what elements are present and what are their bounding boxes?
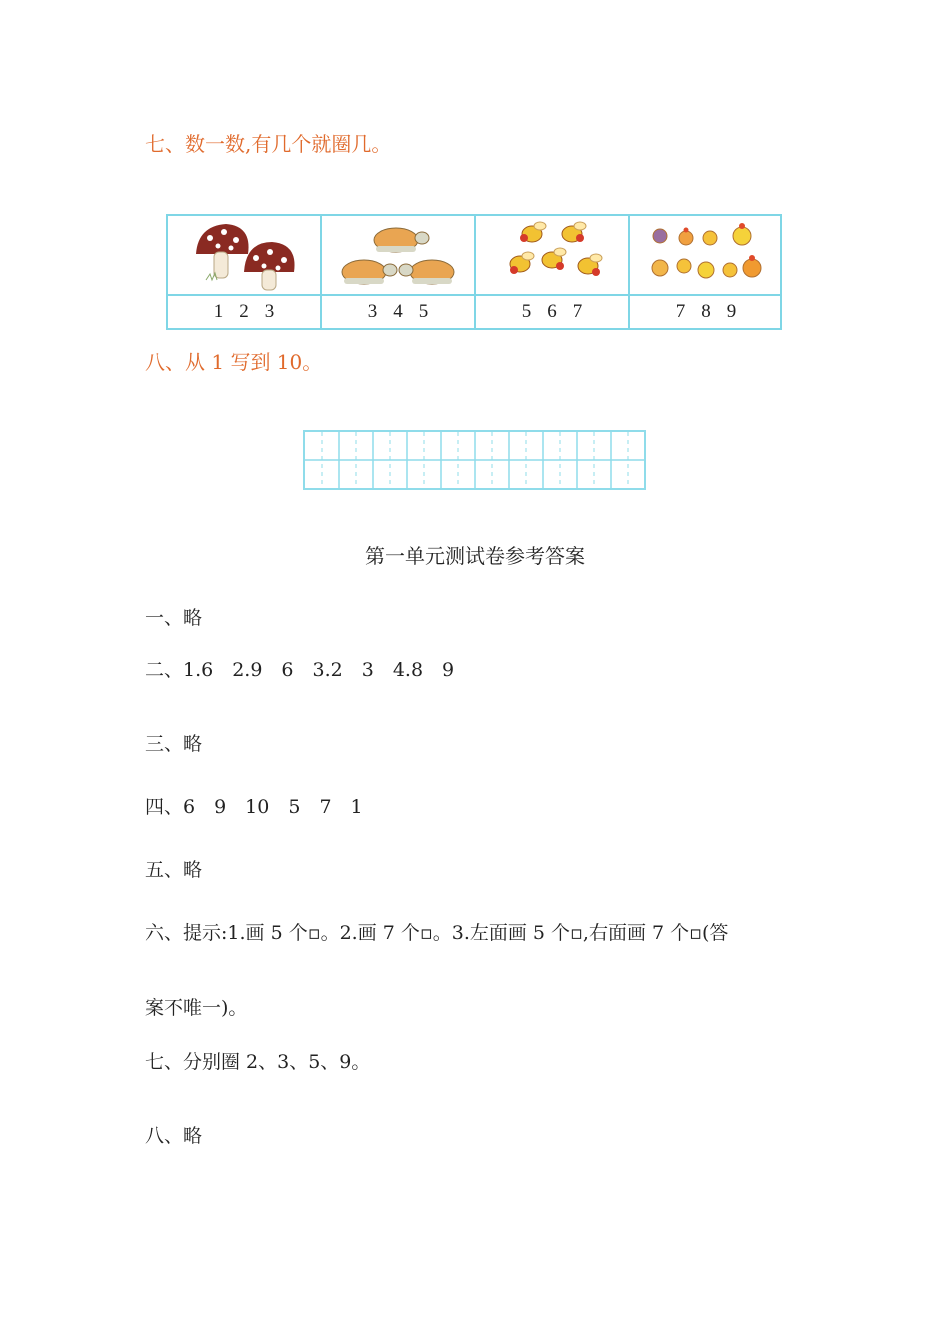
counting-table [166, 214, 782, 330]
answer-2: 二、1.6 2.9 6 3.2 3 4.8 9 [145, 659, 455, 681]
option-number[interactable]: 4 [393, 301, 403, 322]
answer-6-line1: 六、提示:1.画 5 个▫。2.画 7 个▫。3.左面画 5 个▫,右面画 7 个▫(答 [145, 922, 729, 944]
option-number[interactable]: 3 [264, 301, 275, 322]
answer-4: 四、6 9 10 5 7 1 [145, 796, 363, 818]
option-number[interactable]: 5 [521, 301, 532, 322]
option-number[interactable]: 8 [701, 301, 711, 322]
mushroom-picture [168, 216, 322, 296]
option-number[interactable]: 7 [675, 301, 686, 322]
turtle-picture [322, 216, 476, 296]
section8-title: 八、从 1 写到 10。 [145, 350, 323, 374]
section7-title: 七、数一数,有几个就圈几。 [145, 132, 392, 156]
option-number[interactable]: 7 [572, 301, 583, 322]
answer-5: 五、略 [145, 859, 203, 881]
answer-6-line2: 案不唯一)。 [145, 997, 248, 1019]
turtle-options [322, 296, 476, 328]
option-number[interactable]: 2 [239, 301, 249, 322]
answer-8: 八、略 [145, 1125, 203, 1147]
option-number[interactable]: 9 [726, 301, 737, 322]
answer-1: 一、略 [145, 607, 203, 629]
answer-3: 三、略 [145, 733, 203, 755]
writing-grid[interactable] [303, 430, 646, 490]
chicken-picture [630, 216, 782, 296]
option-number[interactable]: 6 [547, 301, 557, 322]
option-number[interactable]: 1 [213, 301, 224, 322]
option-number[interactable]: 5 [418, 301, 429, 322]
option-number[interactable]: 3 [367, 301, 378, 322]
bee-picture [476, 216, 630, 296]
mushroom-options [168, 296, 322, 328]
answer-7: 七、分别圈 2、3、5、9。 [145, 1051, 371, 1073]
answer-key-title: 第一单元测试卷参考答案 [365, 544, 585, 568]
chicken-options [630, 296, 782, 328]
bee-options [476, 296, 630, 328]
